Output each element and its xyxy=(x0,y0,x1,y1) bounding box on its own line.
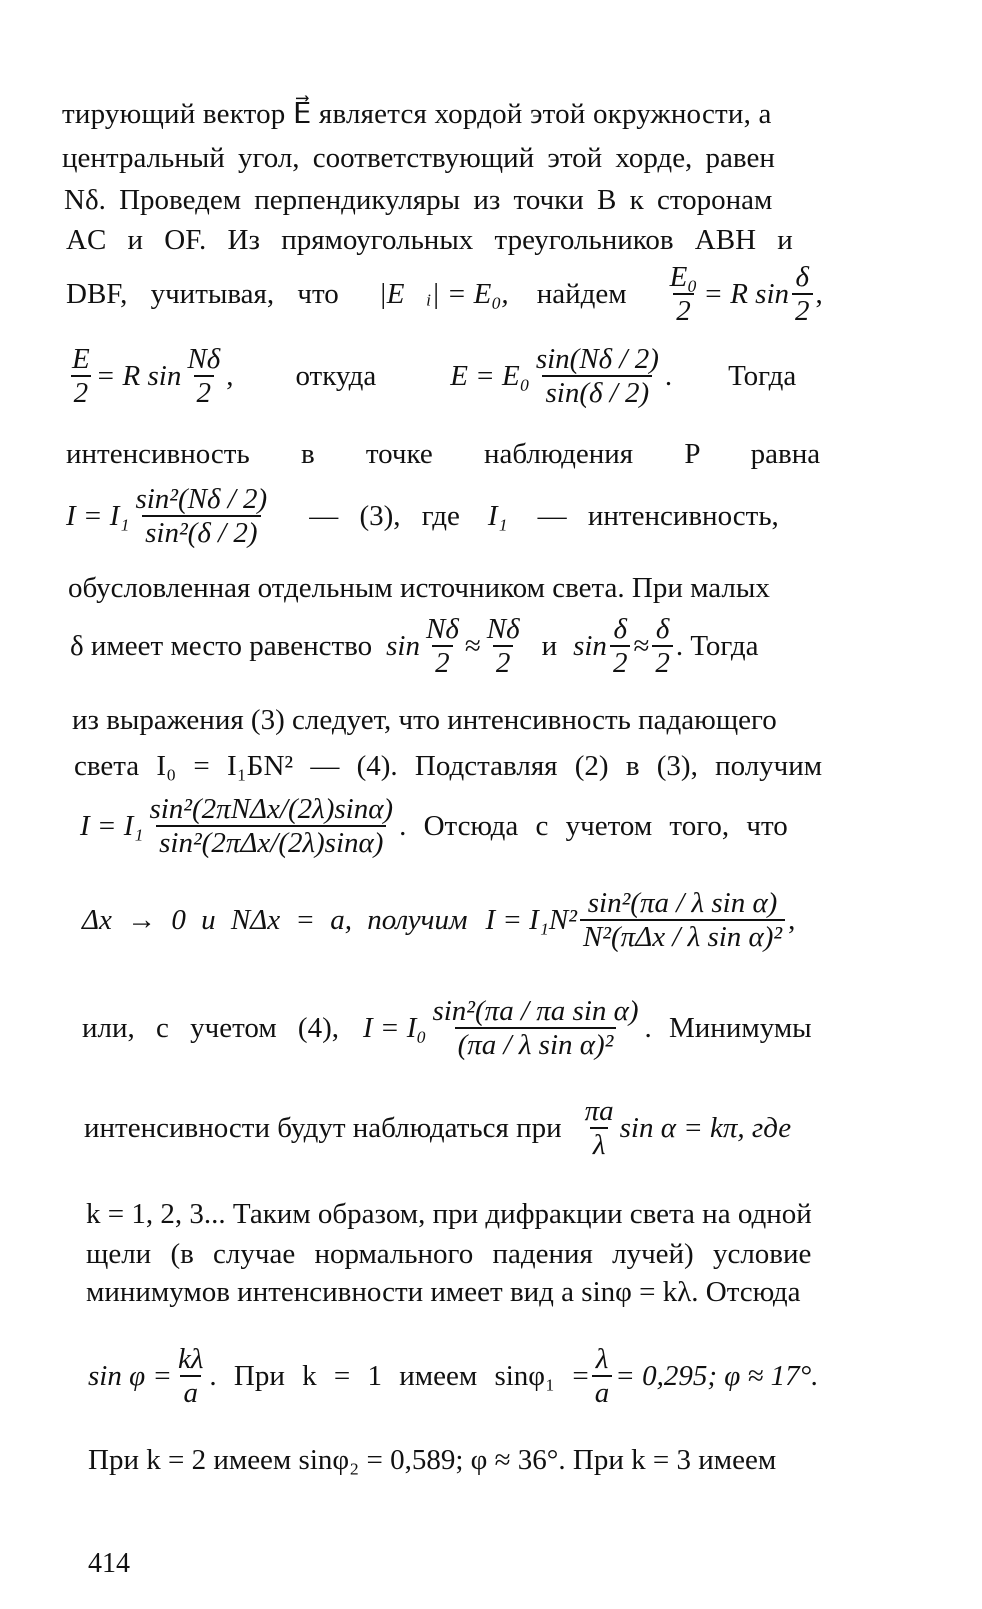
eq-r5-word: найдем xyxy=(536,277,627,310)
eq-r10-sin2: sin xyxy=(573,629,607,662)
text-line-11: из выражения (3) следует, что интенсивность падающего xyxy=(72,704,777,736)
text-line-9: обусловленная отдельным источником света. При малых xyxy=(68,572,770,604)
eq-r5-pre: DBF, учитывая, что xyxy=(66,277,339,310)
eq-r6-mid: = R sin xyxy=(95,359,182,392)
eq-r8-tail: — (3), где xyxy=(309,499,460,532)
eq-r8-i1: I₁ xyxy=(487,499,508,532)
fraction-final-intensity: $\frac{\text{sin²(πa / πa sin α)}}{\text{(πa / λ sin α)²}}$ xyxy=(432,995,639,1062)
eq-r8-tail2: — интенсивность, xyxy=(537,499,779,532)
text-line-3: Nδ. Проведем перпендикуляры из точки B к сторонам xyxy=(64,184,773,216)
eq-r13-tail: . Отсюда с учетом того, что xyxy=(399,809,788,842)
fraction-delta-2-a: $\frac{\delta}{2}$ xyxy=(610,614,631,679)
eq-r20-mid: . При k = 1 имеем sinφ₁ = xyxy=(209,1359,589,1392)
equation-row-14 xyxy=(82,888,932,953)
text-line-16: интенсивности будут наблюдаться при xyxy=(84,1111,562,1144)
eq-r6-end: , xyxy=(226,359,234,392)
equation-row-6 xyxy=(66,344,916,409)
eq-r5-end: , xyxy=(815,277,823,310)
eq-r15-lhs: I = I₀ xyxy=(363,1011,427,1044)
fraction-sin-ratio: $\frac{\sin(N\delta / 2)}{\sin(\delta / 2)}$ xyxy=(535,343,659,410)
eq-r10-approx: ≈ xyxy=(464,629,481,662)
eq-r13-lhs: I = I₁ xyxy=(80,809,144,842)
eq-r10-sin1: sin xyxy=(386,629,420,662)
eq-r14-end: , xyxy=(788,903,796,936)
eq-r5-mid: = R sin xyxy=(703,277,790,310)
text-line-12: света I₀ = I₁БN² — (4). Подставляя (2) в (3), получим xyxy=(74,750,823,782)
text-line-19: минимумов интенсивности имеет вид a sinφ = kλ. Отсюда xyxy=(86,1276,801,1308)
equation-row-10 xyxy=(70,614,930,679)
fraction-delta-2-b: $\frac{\delta}{2}$ xyxy=(652,614,673,679)
eq-r20-lhs: sin φ = xyxy=(88,1359,172,1392)
fraction-intensity-3: $\frac{\text{sin²(Nδ / 2)}}{\text{sin²(δ / 2)}}$ xyxy=(135,483,268,550)
equation-row-5 xyxy=(66,262,916,327)
fraction-ndelta-2-b: $\frac{N\delta}{2}$ xyxy=(486,613,520,680)
eq-r6-lhs: E = E₀ xyxy=(450,359,530,392)
fraction-slit-intensity: $\frac{\text{sin²(πa / λ sin α)}}{\text{N²(πΔx / λ sin α)²}}$ xyxy=(580,888,785,953)
fraction-e0-over-2: $\frac{\text{E₀}}{2}$ xyxy=(669,261,698,328)
text-line-7: интенсивность в точке наблюдения P равна xyxy=(66,438,821,470)
eq-r8-lhs: I = I₁ xyxy=(66,499,130,532)
equation-row-13 xyxy=(80,794,930,859)
eq-r10-then: . Тогда xyxy=(675,629,759,662)
equation-row-16 xyxy=(84,1096,934,1161)
eq-r6-then: Тогда xyxy=(728,359,797,392)
text-line-17: k = 1, 2, 3... Таким образом, при дифракции света на одной xyxy=(86,1198,812,1230)
eq-r6-word: откуда xyxy=(295,359,377,392)
eq-r6-dot: . xyxy=(664,359,673,392)
fraction-ndelta-2-a: $\frac{N\delta}{2}$ xyxy=(425,613,459,680)
text-line-4: AC и OF. Из прямоугольных треугольников ABH и xyxy=(66,224,793,256)
text-line-2: центральный угол, соответствующий этой хорде, равен xyxy=(62,142,775,174)
eq-r5-abs: |E⃗ᵢ| = E₀, xyxy=(378,277,509,310)
eq-r10-approx2: ≈ xyxy=(633,629,650,662)
eq-r10-and: и xyxy=(541,629,558,662)
text-line-21: При k = 2 имеем sinφ₂ = 0,589; φ ≈ 36°. При k = 3 имеем xyxy=(88,1444,777,1476)
equation-row-20 xyxy=(88,1344,938,1409)
fraction-e-over-2: $\frac{E}{2}$ xyxy=(72,343,90,410)
eq-r20-tail: = 0,295; φ ≈ 17°. xyxy=(615,1359,819,1392)
fraction-ndelta-over-2: $\frac{N\delta}{2}$ xyxy=(187,343,221,410)
eq-r10-pre: δ имеет место равенство xyxy=(70,629,373,662)
eq-r15-tail: . Минимумы xyxy=(644,1011,812,1044)
text-line-18: щели (в случае нормального падения лучей) условие xyxy=(86,1238,812,1270)
fraction-pia-over-lambda: $\frac{\pi a}{\lambda}$ xyxy=(584,1095,614,1162)
fraction-grating-intensity: $\frac{\text{sin²(2πNΔx/(2λ)sinα)}}{\text{sin²(2πΔx/(2λ)sinα)}}$ xyxy=(149,793,394,860)
fraction-lambda-over-a: $\frac{\lambda}{a}$ xyxy=(592,1344,613,1409)
eq-r14-lhs: I = I₁N² xyxy=(485,903,577,936)
fraction-delta-over-2: $\frac{\delta}{2}$ xyxy=(792,262,813,327)
text-line-1: тирующий вектор E⃗ является хордой этой окружности, а xyxy=(62,98,772,130)
eq-r15-pre: или, с учетом (4), xyxy=(82,1011,339,1044)
page-number: 414 xyxy=(88,1548,130,1579)
eq-r16-tail: sin α = kπ, где xyxy=(619,1111,792,1144)
eq-r14-pre: Δx → 0 и NΔx = a, получим xyxy=(82,903,468,936)
fraction-k-lambda-over-a: $\frac{k\lambda}{a}$ xyxy=(177,1343,204,1410)
equation-row-15 xyxy=(82,996,932,1061)
equation-row-8 xyxy=(66,484,926,549)
